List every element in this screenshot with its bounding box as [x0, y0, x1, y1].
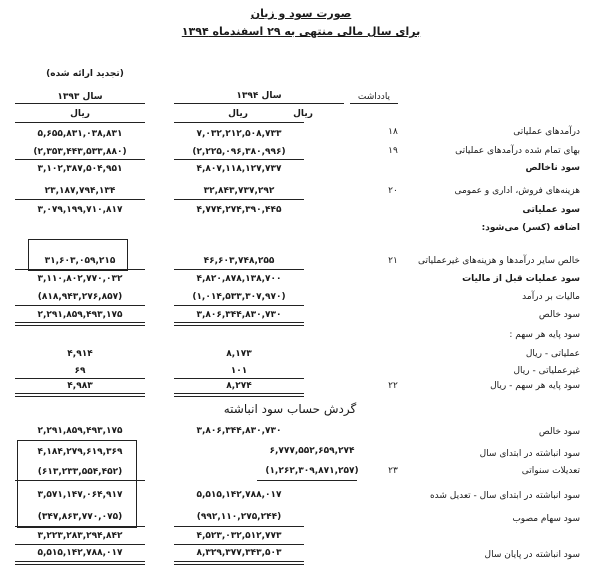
subtotal-rule-1393 — [15, 480, 145, 481]
row-label: سود پایه هر سهم : — [509, 330, 580, 340]
year-1393-header: سال ۱۳۹۳ — [57, 92, 103, 102]
row-value-1394: ۳,۸۰۶,۳۴۴,۸۳۰,۷۳۰ — [196, 310, 282, 320]
retained-value-1394: (۹۹۲,۱۱۰,۲۷۵,۲۴۴) — [196, 512, 282, 522]
statement-title: صورت سود و زیان — [250, 7, 352, 20]
row-label: غیرعملیاتی - ریال — [513, 366, 580, 376]
row-value-1393: ۵,۶۵۵,۸۳۱,۰۳۸,۸۳۱ — [37, 129, 123, 139]
retained-mid-value: ۶,۷۷۷,۵۵۲,۶۵۹,۲۷۴ — [269, 446, 355, 456]
total-double-rule-1394 — [174, 393, 304, 397]
row-label: بهای تمام شده درآمدهای عملیاتی — [455, 146, 580, 156]
row-label: مالیات بر درآمد — [522, 292, 580, 302]
retained-row-label: سود انباشته در پایان سال — [484, 550, 580, 560]
retained-row-note: ۲۳ — [388, 466, 398, 476]
retained-mid-value: (۱,۲۶۲,۳۰۹,۸۷۱,۲۵۷) — [265, 466, 359, 476]
subtotal-rule-1394 — [174, 159, 304, 160]
row-label: اضافه (کسر) می‌شود: — [481, 223, 580, 233]
restated-note: (تجدید ارائه شده) — [46, 69, 124, 79]
subtotal-rule-1393 — [15, 378, 145, 379]
row-label: سود عملیاتی — [522, 205, 580, 215]
row-note: ۱۸ — [388, 127, 398, 137]
row-note: ۱۹ — [388, 146, 398, 156]
row-value-1394: ۴,۷۷۴,۲۷۴,۳۹۰,۴۴۵ — [196, 205, 282, 215]
row-value-1393: ۳,۱۰۲,۳۸۷,۵۰۴,۹۵۱ — [37, 164, 123, 174]
highlight-box — [28, 239, 128, 271]
row-value-1394: ۸,۲۷۴ — [226, 381, 252, 391]
retained-row-label: سود سهام مصوب — [512, 514, 580, 524]
row-note: ۲۲ — [388, 381, 398, 391]
row-label: عملیاتی - ریال — [525, 349, 580, 359]
row-value-1393: ۳,۱۱۰,۸۰۲,۷۷۰,۰۳۲ — [37, 274, 123, 284]
retained-value-1393: (۳۴۷,۸۶۳,۷۷۰,۰۷۵) — [37, 512, 123, 522]
retained-row-label: سود خالص — [538, 427, 580, 437]
row-value-1394: ۴,۸۲۰,۸۷۸,۱۳۸,۷۰۰ — [196, 274, 282, 284]
subtotal-rule-1393 — [15, 269, 145, 270]
header-rule-1394 — [174, 103, 344, 104]
row-label: سود خالص — [538, 310, 580, 320]
row-value-1394: (۲,۲۲۵,۰۹۶,۳۸۰,۹۹۶) — [192, 147, 286, 157]
row-value-1393: ۳۱,۶۰۳,۰۵۹,۲۱۵ — [44, 256, 116, 266]
subtotal-rule-1394 — [174, 269, 304, 270]
rial-header-1393: ریال — [70, 109, 90, 119]
retained-row-label: سود انباشته در ابتدای سال - تعدیل شده — [429, 491, 580, 501]
rial-rule-1394 — [174, 122, 304, 123]
row-label: سود پایه هر سهم - ریال — [490, 381, 580, 391]
row-value-1393: ۳,۰۷۹,۱۹۹,۷۱۰,۸۱۷ — [37, 205, 123, 215]
row-value-1393: ۶۹ — [74, 366, 86, 376]
row-label: هزینه‌های فروش، اداری و عمومی — [454, 186, 580, 196]
retained-value-1393: ۲,۲۹۱,۸۵۹,۴۹۳,۱۷۵ — [37, 426, 123, 436]
note-column-header: یادداشت — [357, 92, 391, 102]
row-value-1393: ۲۳,۱۸۷,۷۹۴,۱۳۴ — [44, 186, 116, 196]
header-rule-1393 — [15, 103, 145, 104]
row-value-1393: ۲,۲۹۱,۸۵۹,۴۹۳,۱۷۵ — [37, 310, 123, 320]
retained-value-1393: ۴,۱۸۴,۲۷۹,۶۱۹,۳۶۹ — [37, 447, 123, 457]
row-label: خالص سایر درآمدها و هزینه‌های غیرعملیاتی — [417, 256, 580, 266]
subtotal-rule-1394 — [174, 526, 304, 527]
row-value-1394: ۸,۱۷۳ — [226, 349, 252, 359]
mid-rule — [257, 480, 357, 481]
row-value-1394: ۳۲,۸۴۳,۷۳۷,۲۹۲ — [203, 186, 275, 196]
row-value-1393: (۲,۳۵۳,۴۴۳,۵۳۳,۸۸۰) — [33, 147, 127, 157]
rial-header-1394: ریال — [228, 109, 248, 119]
total-double-rule-1393 — [15, 322, 145, 326]
retained-row-label: تعدیلات سنواتی — [521, 466, 580, 476]
header-rule-note — [350, 103, 398, 104]
row-value-1394: (۱,۰۱۴,۵۳۳,۳۰۷,۹۷۰) — [192, 292, 286, 302]
row-label: سود عملیات قبل از مالیات — [462, 274, 580, 284]
retained-value-1393: (۶۱۳,۲۳۳,۵۵۴,۴۵۲) — [37, 467, 123, 477]
row-value-1394: ۷,۰۳۲,۲۱۲,۵۰۸,۷۳۳ — [196, 129, 282, 139]
row-value-1393: ۴,۹۱۴ — [67, 349, 93, 359]
retained-row-label: سود انباشته در ابتدای سال — [479, 449, 580, 459]
retained-value-1393: ۳,۵۷۱,۱۴۷,۰۶۴,۹۱۷ — [37, 490, 123, 500]
subtotal-rule-1393 — [15, 526, 145, 527]
subtotal-rule-1393 — [15, 199, 145, 200]
row-label: سود ناخالص — [525, 163, 580, 173]
rial-header-1394-right: ریال — [293, 109, 313, 119]
retained-earnings-title: گردش حساب سود انباشته — [223, 402, 357, 416]
subtotal-rule-1393 — [15, 544, 145, 545]
retained-value-1393: ۵,۵۱۵,۱۴۲,۷۸۸,۰۱۷ — [37, 548, 123, 558]
retained-value-1394: ۵,۵۱۵,۱۴۲,۷۸۸,۰۱۷ — [196, 490, 282, 500]
row-value-1394: ۴۶,۶۰۳,۷۴۸,۲۵۵ — [203, 256, 275, 266]
statement-subtitle: برای سال مالی منتهی به ۲۹ اسفندماه ۱۳۹۴ — [181, 25, 421, 38]
total-double-rule-1393 — [15, 561, 145, 565]
row-note: ۲۰ — [388, 186, 398, 196]
row-value-1393: (۸۱۸,۹۴۳,۲۷۶,۸۵۷) — [37, 292, 123, 302]
rial-rule-1393 — [15, 122, 145, 123]
row-label: درآمدهای عملیاتی — [513, 127, 580, 137]
retained-value-1394: ۴,۵۲۳,۰۳۲,۵۱۲,۷۷۳ — [196, 531, 282, 541]
retained-value-1393: ۳,۲۲۳,۲۸۳,۲۹۴,۸۴۲ — [37, 531, 123, 541]
total-double-rule-1393 — [15, 393, 145, 397]
row-value-1394: ۱۰۱ — [230, 366, 248, 376]
row-value-1394: ۴,۸۰۷,۱۱۸,۱۲۷,۷۳۷ — [196, 164, 282, 174]
subtotal-rule-1393 — [15, 305, 145, 306]
retained-value-1394: ۳,۸۰۶,۳۴۴,۸۳۰,۷۳۰ — [196, 426, 282, 436]
year-1394-header: سال ۱۳۹۴ — [236, 91, 282, 101]
subtotal-rule-1394 — [174, 544, 304, 545]
row-value-1393: ۴,۹۸۳ — [67, 381, 93, 391]
subtotal-rule-1394 — [174, 305, 304, 306]
total-double-rule-1394 — [174, 561, 304, 565]
retained-value-1394: ۸,۳۲۹,۳۷۷,۳۴۳,۵۰۳ — [196, 548, 282, 558]
subtotal-rule-1394 — [174, 199, 304, 200]
row-note: ۲۱ — [388, 256, 398, 266]
total-double-rule-1394 — [174, 322, 304, 326]
subtotal-rule-1394 — [174, 378, 304, 379]
subtotal-rule-1393 — [15, 159, 145, 160]
